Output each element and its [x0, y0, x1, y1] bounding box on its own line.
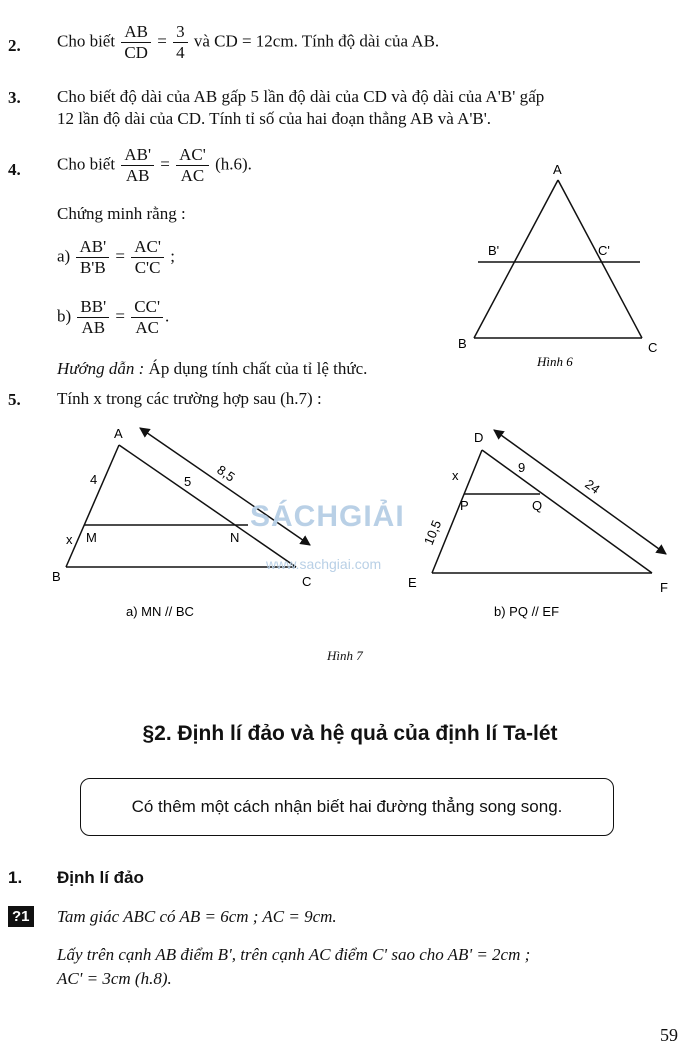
- question-line1: Tam giác ABC có AB = 6cm ; AC = 9cm.: [57, 907, 337, 926]
- fig7a-label-n: N: [230, 530, 240, 545]
- problem-4-number: 4.: [8, 160, 21, 179]
- p2-suffix: và CD = 12cm. Tính độ dài của AB.: [193, 31, 440, 51]
- p2-frac-den: CD: [121, 42, 151, 63]
- p2-fraction-ab-cd: [121, 22, 151, 63]
- problem-3-text: [57, 86, 697, 130]
- fig7b-label-d: D: [474, 430, 484, 445]
- p2-frac2-num: 3: [176, 22, 185, 41]
- fig7-caption: Hình 7: [327, 648, 363, 663]
- fig7b-label-x: x: [452, 468, 459, 483]
- fig7b-label-e: E: [408, 575, 417, 590]
- figure-6: [440, 158, 680, 373]
- p3-line1: Cho biết độ dài của AB gấp 5 lần độ dài của CD và độ dài của A'B' gấp: [57, 87, 545, 106]
- fig7a-label-5: 5: [184, 474, 192, 489]
- fig7b-label-24: 24: [582, 476, 603, 497]
- problem-5-number: 5.: [8, 390, 21, 409]
- fig7a-triangle: [66, 428, 310, 567]
- p4-frac1: $\frac{AB'}{AB}$: [121, 145, 154, 186]
- hint-label: Hướng dẫn :: [57, 359, 145, 378]
- watermark-url: www.sachgiai.com: [266, 556, 382, 572]
- fig7a-label-4: 4: [90, 472, 98, 487]
- p4-hint: [57, 358, 367, 380]
- p2-fraction-3-4: [173, 22, 188, 63]
- problem-3-number: 3.: [8, 88, 21, 107]
- hint-text: Áp dụng tính chất của tỉ lệ thức.: [148, 359, 368, 378]
- fig7a-label-c: C: [302, 574, 312, 589]
- p4-frac2: $\frac{AC'}{AC}$: [176, 145, 209, 186]
- page-number: 59: [660, 1025, 678, 1045]
- p2-prefix: Cho biết: [57, 31, 116, 51]
- p4-prefix: Cho biết: [57, 154, 116, 174]
- fig7a-label-85: 8,5: [214, 462, 238, 485]
- fig7b-label-105: 10,5: [420, 518, 445, 548]
- section-title: §2. Định lí đảo và hệ quả của định lí Ta-lét: [142, 722, 558, 745]
- fig6-label-bprime: B': [488, 243, 500, 258]
- fig6-label-c: C: [648, 340, 658, 355]
- p2-frac2-den: 4: [173, 42, 188, 63]
- problem-5-text: Tính x trong các trường hợp sau (h.7) :: [57, 389, 322, 408]
- p2-frac-num: AB: [124, 22, 148, 41]
- p3-line2: 12 lần độ dài của CD. Tính tỉ số của hai đoạn thẳng AB và A'B'.: [57, 109, 492, 128]
- subsection-number: 1.: [8, 868, 23, 887]
- problem-2-text: [57, 22, 439, 63]
- fig6-label-a: A: [553, 162, 562, 177]
- fig6-label-b: B: [458, 336, 467, 351]
- fig7a-label-m: M: [86, 530, 97, 545]
- watermark-brand: SÁCHGIẢI: [250, 500, 405, 533]
- p4-part-b: b) $\frac{BB'}{AB}$ = $\frac{CC'}{AC}$ .: [57, 297, 170, 337]
- note-box: [80, 778, 614, 836]
- subsection-title: Định lí đảo: [57, 868, 144, 887]
- figure-7: [40, 420, 680, 650]
- fig7a-label-a: A: [114, 426, 123, 441]
- question-badge: ?1: [8, 906, 34, 927]
- fig7b-caption: b) PQ // EF: [494, 604, 560, 619]
- p2-eq: =: [157, 31, 167, 51]
- question-line2: Lấy trên cạnh AB điểm B', trên cạnh AC điểm C' sao cho AB' = 2cm ;: [57, 945, 531, 964]
- p4-prove: Chứng minh rằng :: [57, 204, 186, 223]
- p4-suffix: (h.6).: [215, 154, 252, 174]
- fig6-label-cprime: C': [598, 243, 610, 258]
- problem-2-number: 2.: [8, 36, 21, 55]
- p4-part-a: a) $\frac{AB'}{B'B}$ = $\frac{AC'}{C'C}$ ;: [57, 237, 175, 277]
- fig7b-label-p: P: [460, 498, 469, 513]
- question-line3: AC' = 3cm (h.8).: [57, 969, 172, 988]
- fig7a-label-b: B: [52, 569, 61, 584]
- fig7b-label-9: 9: [518, 460, 526, 475]
- fig7b-label-q: Q: [532, 498, 543, 513]
- note-box-text: Có thêm một cách nhận biết hai đường thẳng song song.: [131, 797, 563, 816]
- fig6-caption: Hình 6: [537, 354, 573, 369]
- fig7a-label-x: x: [66, 532, 73, 547]
- fig7a-caption: a) MN // BC: [126, 604, 194, 619]
- fig7b-label-f: F: [660, 580, 668, 595]
- problem-4-given: Cho biết $\frac{AB'}{AB}$ = $\frac{AC'}{AC}$ (h.6).: [57, 145, 252, 185]
